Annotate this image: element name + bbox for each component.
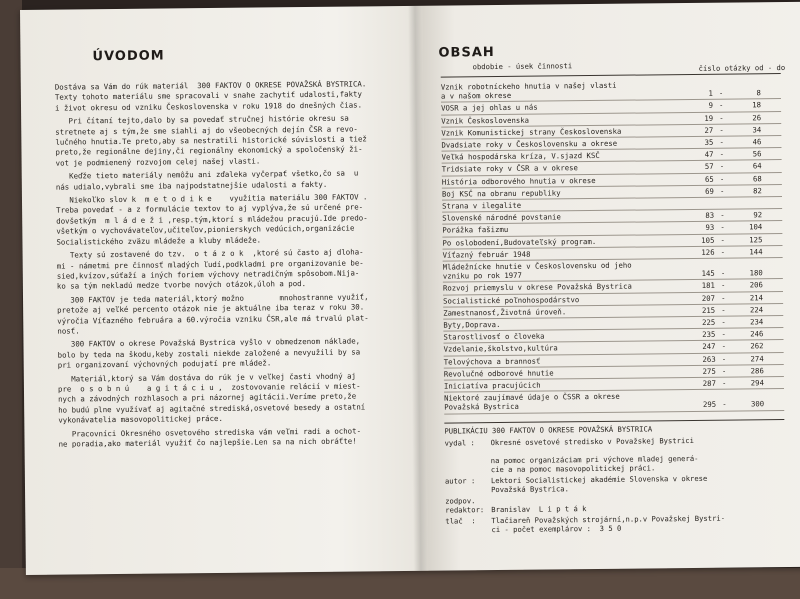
contents-row-to: 246 [750, 329, 764, 339]
contents-row-to: 104 [749, 222, 763, 232]
contents-row-topic: Byty,Doprava. [443, 320, 501, 330]
contents-row-to: 125 [749, 234, 763, 245]
contents-row-topic: Boj KSČ na obranu republiky [441, 188, 561, 199]
contents-list [431, 78, 794, 414]
contents-row-from: 263 [702, 354, 716, 364]
contents-row-topic: Vznik robotníckeho hnutia v našej vlasti a v našom okrese [440, 80, 617, 101]
contents-row-dash: - [719, 125, 724, 135]
contents-row-dash: - [721, 354, 727, 364]
intro-paragraph: Niekoľko slov k m e t o d i k e využitia materiálu 300 FAKTOV . Treba povedať - a z formulácie textov to aj vyplýva,že sú určené pre- dovšetkým m l á d e ž i ,resp.tým,ktorí s mládežou pracujú.Ide predo- všetkým o vychovávateľov,učiteľov,pionierskych vedúcich,organizácie Socialistického zväzu mládeže a kluby mládeže. [55, 192, 368, 247]
contents-row-to: 224 [749, 305, 764, 315]
contents-row-to: 46 [752, 137, 762, 147]
contents-row-topic: Víťazný február 1948 [442, 249, 531, 260]
column-header-question-range: číslo otázky od - do [698, 62, 786, 73]
contents-row-topic: Telovýchova a brannosť [443, 356, 541, 367]
contents-row-from: 93 [705, 223, 715, 233]
contents-row-to: 18 [752, 100, 762, 110]
contents-row [444, 389, 784, 414]
publication-row-value: Tlačiareň Považských strojární,n.p.v Považskej Bystri- ci - počet exemplárov : 3 5 0 [491, 513, 726, 534]
contents-row-to: 68 [752, 173, 762, 183]
contents-row-dash: - [721, 366, 727, 376]
contents-row-topic: Niektoré zaujímavé údaje o ČSSR a okrese Považská Bystrica [444, 392, 620, 413]
contents-row-to: 26 [752, 112, 762, 122]
contents-row-from: 65 [704, 174, 714, 184]
publication-row [445, 473, 785, 495]
contents-row-from: 47 [704, 149, 714, 160]
publication-row [445, 435, 785, 475]
contents-row-from: 181 [701, 281, 715, 291]
contents-row-topic: VOSR a jej ohlas u nás [441, 102, 538, 114]
publication-row [445, 493, 785, 515]
contents-row-from: 83 [705, 210, 715, 221]
publication-row [445, 513, 785, 535]
contents-row-topic: Po oslobodení,Budovateľský program. [442, 236, 597, 248]
contents-row-from: 105 [701, 235, 715, 245]
contents-row-to: 234 [750, 317, 764, 327]
contents-row-to: 64 [752, 161, 762, 171]
contents-row-dash: - [719, 186, 725, 196]
contents-row-topic: Vznik Československa [441, 115, 530, 126]
contents-row-topic: Strana v ilegalite [442, 200, 522, 211]
contents-row-dash: - [720, 235, 725, 245]
contents-row-from: 19 [704, 113, 714, 123]
contents-row-dash: - [721, 329, 726, 339]
contents-row-topic: História odborového hnutia v okrese [441, 175, 596, 187]
contents-row-to: 286 [750, 366, 764, 376]
booklet-spine [408, 6, 428, 571]
left-page [54, 46, 408, 450]
contents-row-dash: - [719, 113, 724, 123]
contents-row-from: 1 [708, 88, 713, 98]
contents-row-dash: - [721, 293, 726, 303]
contents-row-from: 275 [702, 366, 716, 376]
contents-row-to: 34 [752, 125, 762, 135]
contents-row-dash: - [720, 247, 726, 257]
contents-title: OBSAH [438, 45, 495, 61]
publication-row-value: Okresné osvetové stredisko v Považskej Bystrici na pomoc organizáciam pri výchove mladej generá- cie a na pomoc masovopolitickej práci. [490, 435, 699, 474]
intro-paragraph: Dostáva sa Vám do rúk materiál 300 FAKTOV O OKRESE POVAŽSKÁ BYSTRICA. Texty tohoto materiálu sme spracovali v snahe zachytiť udalosti,fakty i život okresu od vzniku Československa v roku 1918 do dnešných čias. [54, 79, 367, 113]
publication-row-label: vydal : [444, 437, 475, 448]
contents-row-dash: - [721, 378, 727, 388]
column-header-period: obdobie - úsek činnosti [472, 61, 573, 72]
contents-row-to: 214 [749, 292, 764, 303]
publication-row-label: autor : [444, 475, 476, 486]
contents-row-to: 82 [753, 186, 762, 196]
publication-row-label: zodpov. redaktor: [445, 495, 485, 515]
contents-row-to: 144 [749, 247, 763, 257]
contents-row-dash: - [718, 101, 724, 111]
contents-row-from: 225 [702, 317, 716, 327]
contents-row-topic: Iniciatíva pracujúcich [443, 380, 541, 391]
contents-row-dash: - [718, 88, 724, 98]
contents-row-dash: - [721, 342, 727, 352]
contents-row-from: 287 [702, 378, 716, 388]
contents-row-topic: Rozvoj priemyslu v okrese Považská Bystrica [442, 282, 632, 294]
contents-row-from: 69 [705, 186, 714, 196]
contents-row-dash: - [720, 268, 726, 278]
contents-row-to: 206 [749, 280, 763, 290]
contents-row-dash: - [720, 281, 726, 291]
intro-paragraph: Pracovníci Okresného osvetového strediska vám veľmi radi a ochot- ne poradia,ako materiál využiť čo najlepšie.Len sa na nich obráťte! [58, 426, 362, 449]
contents-row-dash: - [719, 174, 725, 184]
contents-row-dash: - [720, 223, 725, 233]
contents-row-from: 35 [704, 137, 714, 147]
publication-row-value: Lektori Socialistickej akadémie Slovenska v okrese Považská Bystrica. [490, 473, 708, 494]
right-page [430, 42, 795, 536]
publication-row-label: tlač : [445, 515, 476, 526]
intro-text [55, 79, 409, 450]
intro-paragraph: Keďže tieto materiály nemôžu ani zďaleka vyčerpať všetko,čo sa u nás udialo,vybrali sme iba najpodstatnejšie udalosti a fakty. [55, 168, 359, 192]
contents-row-to: 262 [750, 341, 764, 351]
open-booklet [20, 2, 800, 575]
contents-row-dash: - [719, 137, 724, 147]
background-left [0, 0, 22, 599]
intro-paragraph: Texty sú zostavené do tzv. o t á z o k ,ktoré sú často aj dloha- mi - námetmi pre činnosť mladých ľudí,podkladmi pre organizovanie be- sied,kvízov,súťaží a iných foriem výchovy netradičným spôsobom.Nija- ko sa tým nekladú medze tvorbe nových otázok,úloh a pod. [56, 247, 364, 291]
contents-row-topic: Dvadsiate roky v Československu a okrese [441, 138, 618, 150]
contents-row-dash: - [721, 305, 726, 315]
contents-row-topic: Socialistické poľnohospodárstvo [443, 294, 580, 306]
contents-row-to: 56 [752, 149, 762, 159]
contents-row-from: 27 [704, 125, 714, 135]
contents-row-from: 207 [701, 293, 716, 303]
contents-row-topic: Zamestnanosť,Životná úroveň. [443, 307, 567, 318]
publication-row-value: Branislav L i p t á k [491, 503, 587, 514]
contents-row-topic: Tridsiate roky v ČSR a v okrese [441, 163, 578, 175]
contents-row-topic: Porážka fašizmu [442, 225, 509, 236]
contents-row-to: 8 [756, 88, 761, 98]
contents-row-from: 9 [708, 101, 714, 111]
contents-row-topic: Starostlivosť o človeka [443, 331, 545, 342]
intro-title: ÚVODOM [92, 48, 165, 65]
contents-row-from: 215 [701, 305, 716, 315]
contents-row-from: 295 [702, 400, 717, 410]
publication-heading: PUBLIKÁCIU 300 FAKTOV O OKRESE POVAŽSKÁ BYSTRICA [444, 424, 653, 436]
contents-row-from: 235 [702, 330, 716, 340]
contents-row-from: 126 [701, 247, 715, 257]
contents-row-dash: - [720, 210, 725, 220]
contents-row-topic: Vzdelanie,školstvo,kultúra [443, 343, 558, 355]
contents-row-dash: - [719, 162, 725, 172]
contents-row-to: 300 [750, 399, 765, 409]
contents-row-from: 247 [702, 342, 716, 352]
intro-paragraph: Materiál,ktorý sa Vám dostáva do rúk je v veľkej časti vhodný aj pre o s o b n ú a g i t á c i u , zostovovanie relácií v miest- nych a závodných rozhlasoch a pri názornej agitácii.Veríme preto,že ho budú plne využívať aj agitačné strediská,osvetové besedy a ostatní vykonávatelia masovopolitickej práce. [57, 371, 366, 425]
contents-row-topic: Revolučné odborové hnutie [443, 368, 554, 379]
contents-row-from: 145 [701, 268, 715, 279]
contents-row-dash: - [719, 149, 725, 159]
contents-row-dash: - [721, 317, 726, 327]
contents-row-topic: Veľká hospodárska kríza, V.sjazd KSČ [441, 151, 600, 162]
intro-paragraph: 300 FAKTOV o okrese Považská Bystrica vyšlo v obmedzenom náklade, bolo by teda na škodu,keby zostali niekde založené a nevyužili by sa pri organizovaní výchovných podujatí pre mládež. [57, 336, 361, 370]
intro-paragraph: 300 FAKTOV je teda materiál,ktorý možno mnohostranne využiť, pretože aj veľké percento otázok nie je aktuálne iba teraz v roku 30. výročia Víťazného februára a 60.výročia vzniku ČSR,ale má trvalú plat- nosť. [56, 292, 369, 336]
contents-row-from: 57 [704, 162, 714, 172]
intro-paragraph: Pri čítaní tejto,dalo by sa povedať stručnej histórie okresu sa stretnete aj s tým,že sme siahli aj do všeobecných dejín ČSR a revo- lučného hnutia.Te preto,aby sa nestratili historické súvislosti a tiež preto,že regionálne dejiny,či regionálny ekonomický a spoločenský ži- vot je podmienený rozvojom celej našej vlasti. [55, 113, 367, 168]
contents-row-topic: Mládežnícke hnutie v Československu od jeho vzniku po rok 1977 [442, 260, 632, 281]
contents-row-dash: - [722, 400, 727, 410]
contents-row-to: 180 [749, 268, 763, 278]
publication-info [444, 419, 785, 535]
contents-row-topic: Vznik Komunistickej strany Československa [441, 126, 622, 138]
contents-row-to: 274 [750, 353, 764, 364]
contents-row-topic: Slovenské národné povstanie [442, 212, 561, 223]
contents-row-to: 294 [750, 378, 764, 388]
contents-row-to: 92 [753, 210, 763, 220]
contents-column-headers [431, 59, 791, 75]
